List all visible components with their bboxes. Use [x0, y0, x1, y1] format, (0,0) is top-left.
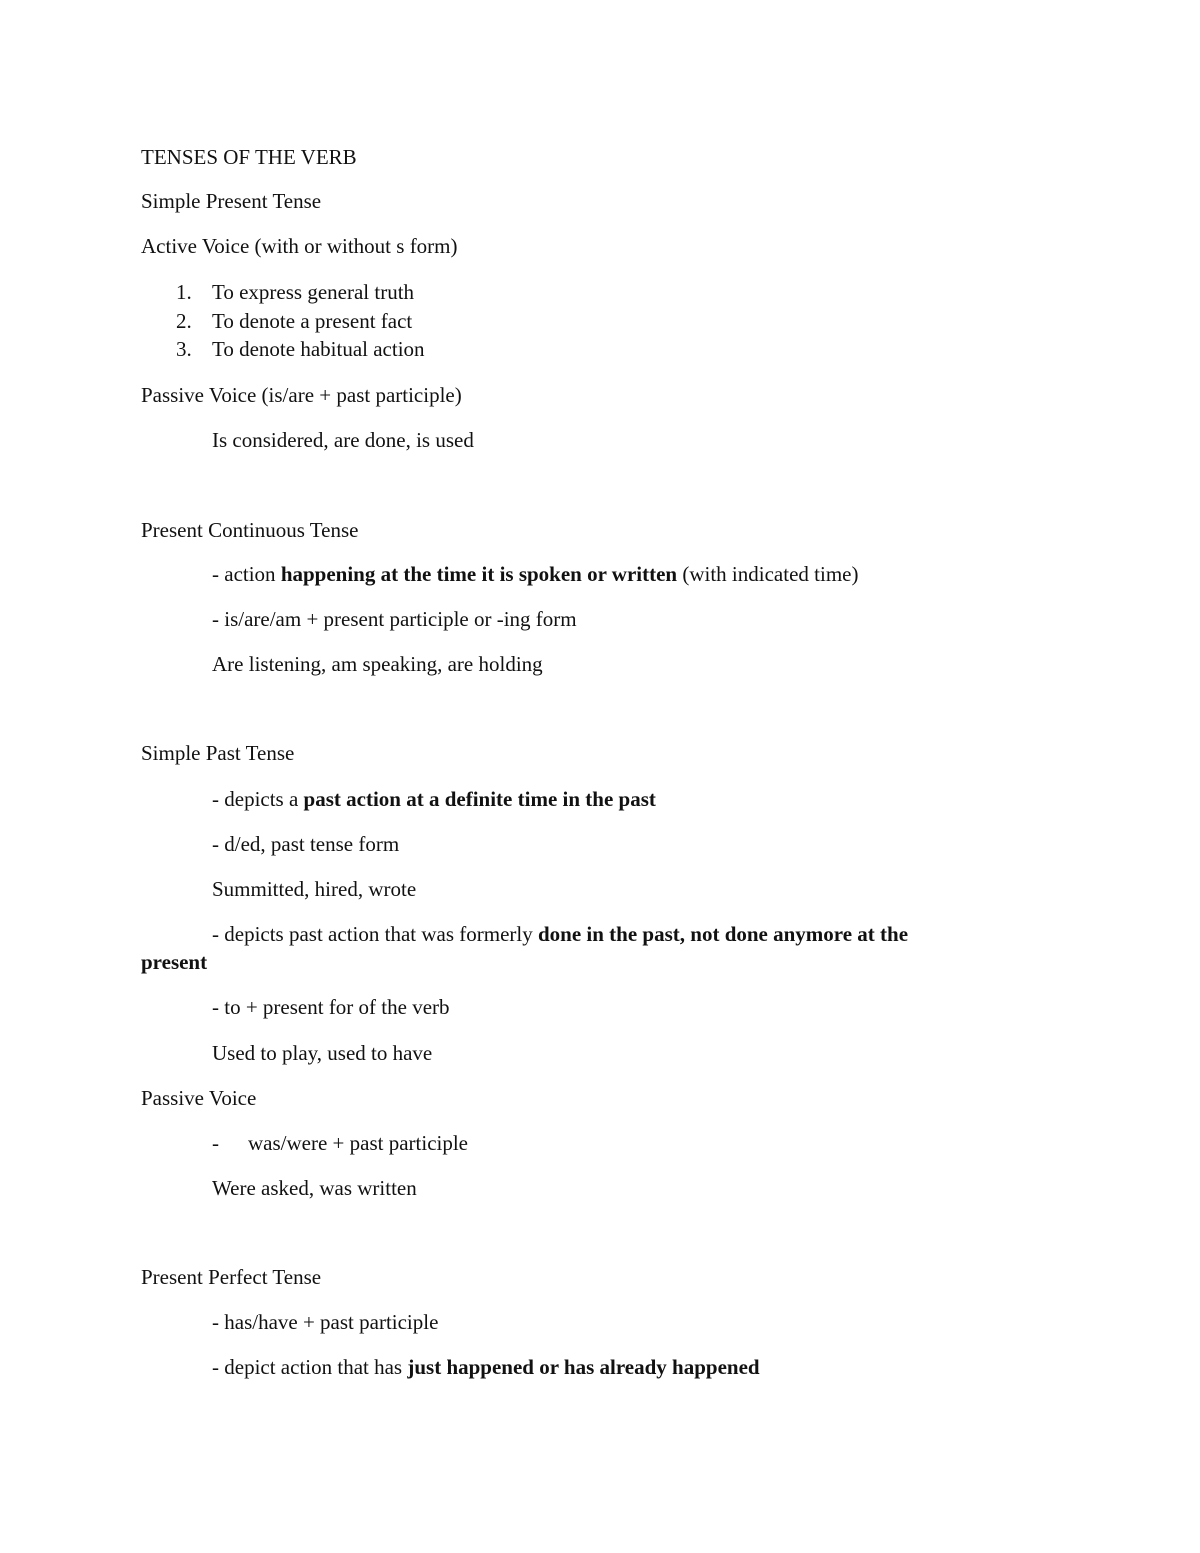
bold-text: done in the past, not done anymore at the	[537, 922, 909, 946]
text-run: (with indicated time)	[677, 562, 859, 586]
present-continuous-examples: Are listening, am speaking, are holding	[212, 652, 543, 676]
present-perfect-heading: Present Perfect Tense	[141, 1265, 322, 1289]
text-run: - action	[212, 562, 281, 586]
simple-past-passive-heading: Passive Voice	[141, 1086, 257, 1110]
document-title: TENSES OF THE VERB	[141, 145, 357, 169]
simple-past-line-1	[212, 786, 656, 812]
list-number: 2.	[176, 309, 192, 333]
simple-past-line-4: - to + present for of the verb	[212, 995, 450, 1019]
simple-present-heading: Simple Present Tense	[141, 189, 322, 213]
simple-past-line-2: - d/ed, past tense form	[212, 832, 400, 856]
present-perfect-line-2	[212, 1354, 760, 1380]
simple-past-examples-1: Summitted, hired, wrote	[212, 877, 417, 901]
present-perfect-line-1: - has/have + past participle	[212, 1310, 439, 1334]
passive-examples: Is considered, are done, is used	[212, 428, 474, 452]
present-continuous-line-1	[212, 561, 858, 587]
simple-past-line-3	[212, 921, 908, 947]
present-continuous-heading: Present Continuous Tense	[141, 518, 359, 542]
simple-past-examples-2: Used to play, used to have	[212, 1041, 433, 1065]
list-item: To denote habitual action	[212, 337, 425, 361]
passive-voice-heading: Passive Voice (is/are + past participle)	[141, 383, 462, 407]
passive-rule: was/were + past participle	[248, 1131, 469, 1155]
text-run: - depicts past action that was formerly	[212, 922, 538, 946]
bold-text: happening at the time it is spoken or written	[280, 562, 678, 586]
active-voice-heading: Active Voice (with or without s form)	[141, 234, 458, 258]
simple-past-heading: Simple Past Tense	[141, 741, 295, 765]
list-dash: -	[212, 1131, 219, 1155]
bold-text: just happened or has already happened	[407, 1355, 760, 1379]
list-number: 3.	[176, 337, 192, 361]
list-item: To express general truth	[212, 280, 415, 304]
simple-past-line-3-cont	[141, 949, 207, 975]
text-run: - depicts a	[212, 787, 304, 811]
list-item: To denote a present fact	[212, 309, 413, 333]
text-run: - depict action that has	[212, 1355, 408, 1379]
present-continuous-line-2: - is/are/am + present participle or -ing form	[212, 607, 577, 631]
simple-past-passive-examples: Were asked, was written	[212, 1176, 417, 1200]
bold-text: past action at a definite time in the past	[303, 787, 656, 811]
bold-text: present	[141, 950, 208, 974]
list-number: 1.	[176, 280, 192, 304]
